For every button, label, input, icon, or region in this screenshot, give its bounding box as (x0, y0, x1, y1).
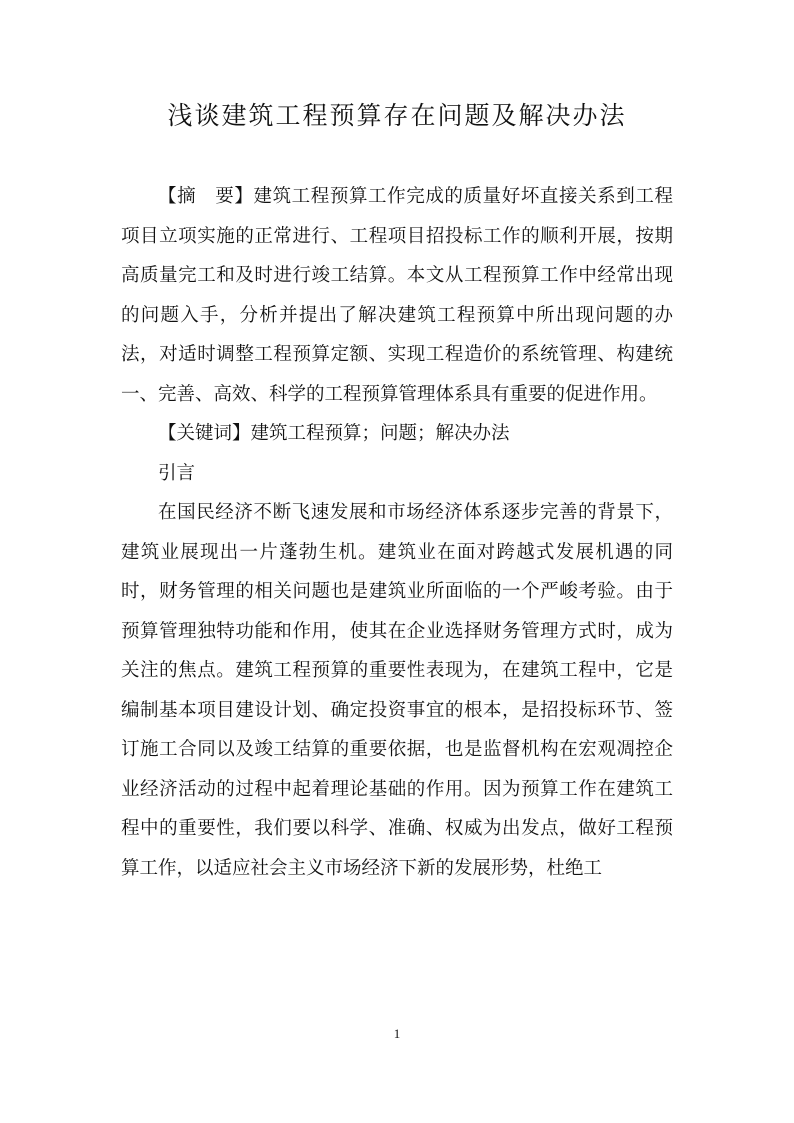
intro-paragraph: 在国民经济不断飞速发展和市场经济体系逐步完善的背景下，建筑业展现出一片蓬勃生机。建筑业在面对跨越式发展机遇的同时，财务管理的相关问题也是建筑业所面临的一个严峻考验。由于预算管理独特功能和作用，使其在企业选择财务管理方式时，成为关注的焦点。建筑工程预算的重要性表现为，在建筑工程中，它是编制基本项目建设计划、确定投资事宜的根本，是招投标环节、签订施工合同以及竣工结算的重要依据，也是监督机构在宏观凋控企业经济活动的过程中起着理论基础的作用。因为预算工作在建筑工程中的重要性，我们要以科学、准确、权威为出发点，做好工程预算工作，以适应社会主义市场经济下新的发展形势，杜绝工 (121, 502, 673, 879)
document-title: 浅谈建筑工程预算存在问题及解决办法 (167, 101, 627, 130)
section-heading-introduction: 引言 (158, 462, 196, 484)
document-body (121, 177, 673, 888)
keywords-paragraph: 【关键词】建筑工程预算；问题；解决办法 (158, 423, 510, 444)
abstract-paragraph: 【摘 要】建筑工程预算工作完成的质量好坏直接关系到工程项目立项实施的正常进行、工程项目招投标工作的顺利开展，按期高质量完工和及时进行竣工结算。本文从工程预算工作中经常出现的问题入手，分析并提出了解决建筑工程预算中所出现问题的办法，对适时调整工程预算定额、实现工程造价的系统管理、构建统一、完善、高效、科学的工程预算管理体系具有重要的促进作用。 (121, 186, 673, 405)
page-number: 1 (393, 1026, 401, 1041)
